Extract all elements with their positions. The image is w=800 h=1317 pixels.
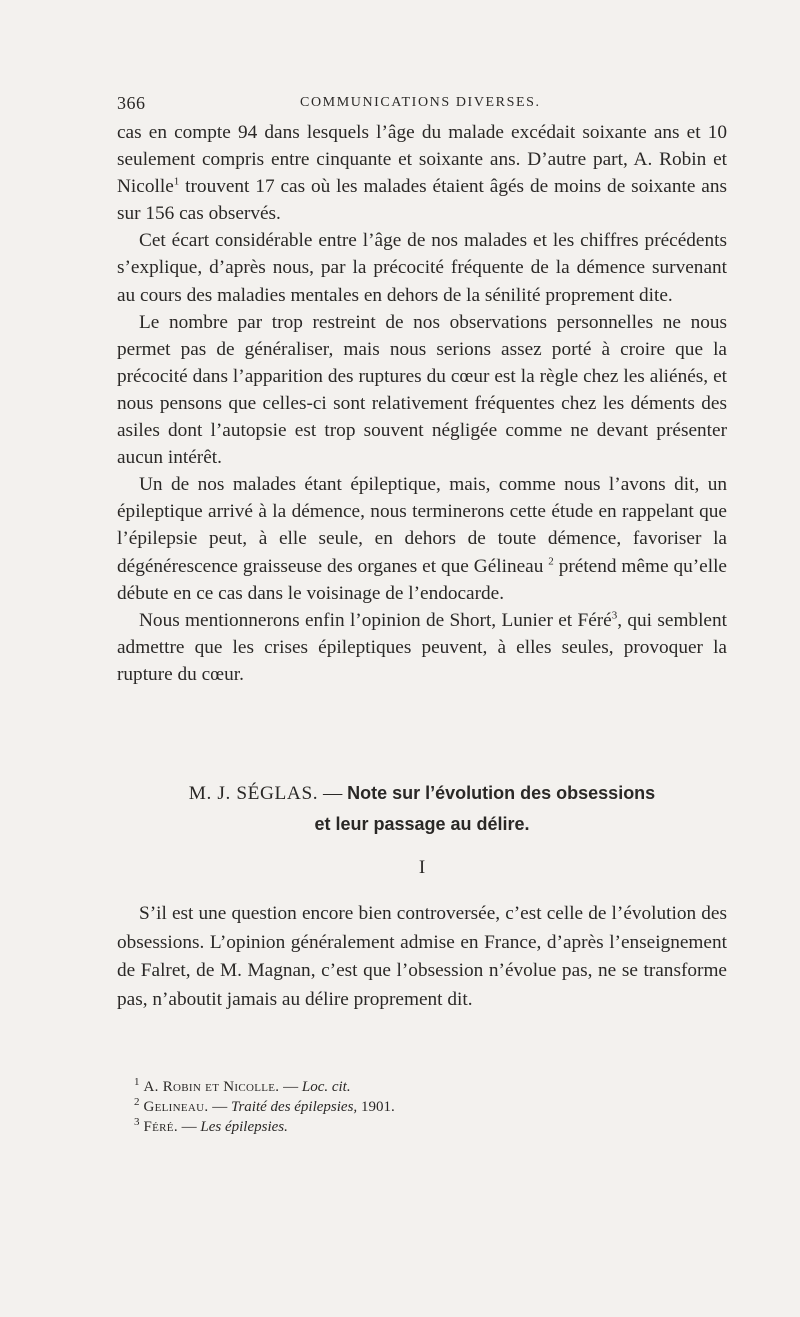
section-title-line-1: Note sur l’évolution des obsessions [347,783,656,803]
section-heading [117,778,727,840]
paragraph-text: prétend même qu’elle débute en ce cas dans le voisinage de l’endocarde. [117,555,727,604]
paragraph-text: trouvent 17 cas où les malades étaient âgés de moins de soixante ans sur 156 cas observés. [117,176,727,225]
paragraph-3 [117,309,727,472]
paragraph-text: cas en compte 94 dans lesquels l’âge du malade excédait soixante ans et 10 seulement compris entre cinquante et soixante ans. D’autre part, A. Robin et Nicolle [117,122,727,198]
section-heading-line-1 [117,778,727,809]
footnote-dash: — [208,1099,231,1115]
running-head: COMMUNICATIONS DIVERSES. [300,95,541,110]
footnote-number: 1 [134,1076,140,1088]
footnote-tail: 1901. [357,1099,395,1115]
paragraph-text: Un de nos malades étant épileptique, mais, comme nous l’avons dit, un épileptique arrivé à la démence, nous terminerons cette étude en rappelant que l’épilepsie peut, à elle seule, en dehors de toute démence, favoriser la dégénérescence graisseuse des organes et que Gélineau [117,474,727,577]
footnote-author: A. Robin et Nicolle. [143,1079,280,1095]
footnote-number: 2 [134,1096,140,1108]
paragraph-text: , qui semblent admettre que les crises épileptiques peuvent, à elles seules, provoquer la rupture du cœur. [117,609,727,685]
section-numeral: I [418,857,426,878]
page-header [117,93,727,117]
paragraph-4 [117,471,727,606]
footnote-number: 3 [134,1116,140,1128]
footnotes [117,1077,727,1137]
paragraph-1 [117,119,727,227]
footnote-author: Gelineau. [143,1099,209,1115]
page-number: 366 [117,93,146,113]
section-heading-line-2 [117,809,727,840]
paragraph-2 [117,227,727,308]
footnote-reference: Les épilepsies. [200,1119,288,1135]
footnote-marker: 3 [611,609,618,622]
footnote-1 [117,1077,727,1097]
body-text [117,119,727,688]
paragraph-text: Nous mentionnerons enfin l’opinion de Short, Lunier et Féré [139,609,612,631]
section-paragraph: S’il est une question encore bien controversée, c’est celle de l’évolution des obsessions. L’opinion généralement admise en France, d’après l’enseignement de Falret, de M. Magnan, c’est que l’obsession n’évolue pas, ne se transforme pas, n’aboutit jamais au délire proprement dit. [117,903,727,1010]
paragraph-text: Cet écart considérable entre l’âge de nos malades et les chiffres précédents s’explique, d’après nous, par la précocité fréquente de la démence survenant au cours des maladies mentales en dehors de la sénilité proprement dite. [117,230,727,306]
paragraph-5 [117,607,727,688]
footnote-2 [117,1097,727,1117]
footnote-dash: — [279,1079,302,1095]
paragraph-text: Le nombre par trop restreint de nos observations personnelles ne nous permet pas de généraliser, mais nous serions assez porté à croire que la précocité dans l’apparition des ruptures du cœur est la règle chez les aliénés, et nous pensons que celles-ci sont relativement fréquentes chez les déments des asiles dont l’autopsie est trop souvent négligée comme ne devant présenter aucun intérêt. [117,311,727,469]
section-body [117,900,727,1014]
footnote-reference: Traité des épilepsies, [230,1099,358,1115]
footnote-dash: — [177,1119,201,1135]
heading-dash: — [318,783,348,804]
footnote-3 [117,1117,727,1137]
footnote-author: Féré. [143,1119,178,1135]
footnote-marker: 2 [548,555,554,568]
section-author: M. J. SÉGLAS. [188,783,319,804]
footnote-reference: Loc. cit. [301,1079,351,1095]
footnote-marker: 1 [173,175,180,188]
section-title-line-2: et leur passage au délire. [314,814,530,834]
